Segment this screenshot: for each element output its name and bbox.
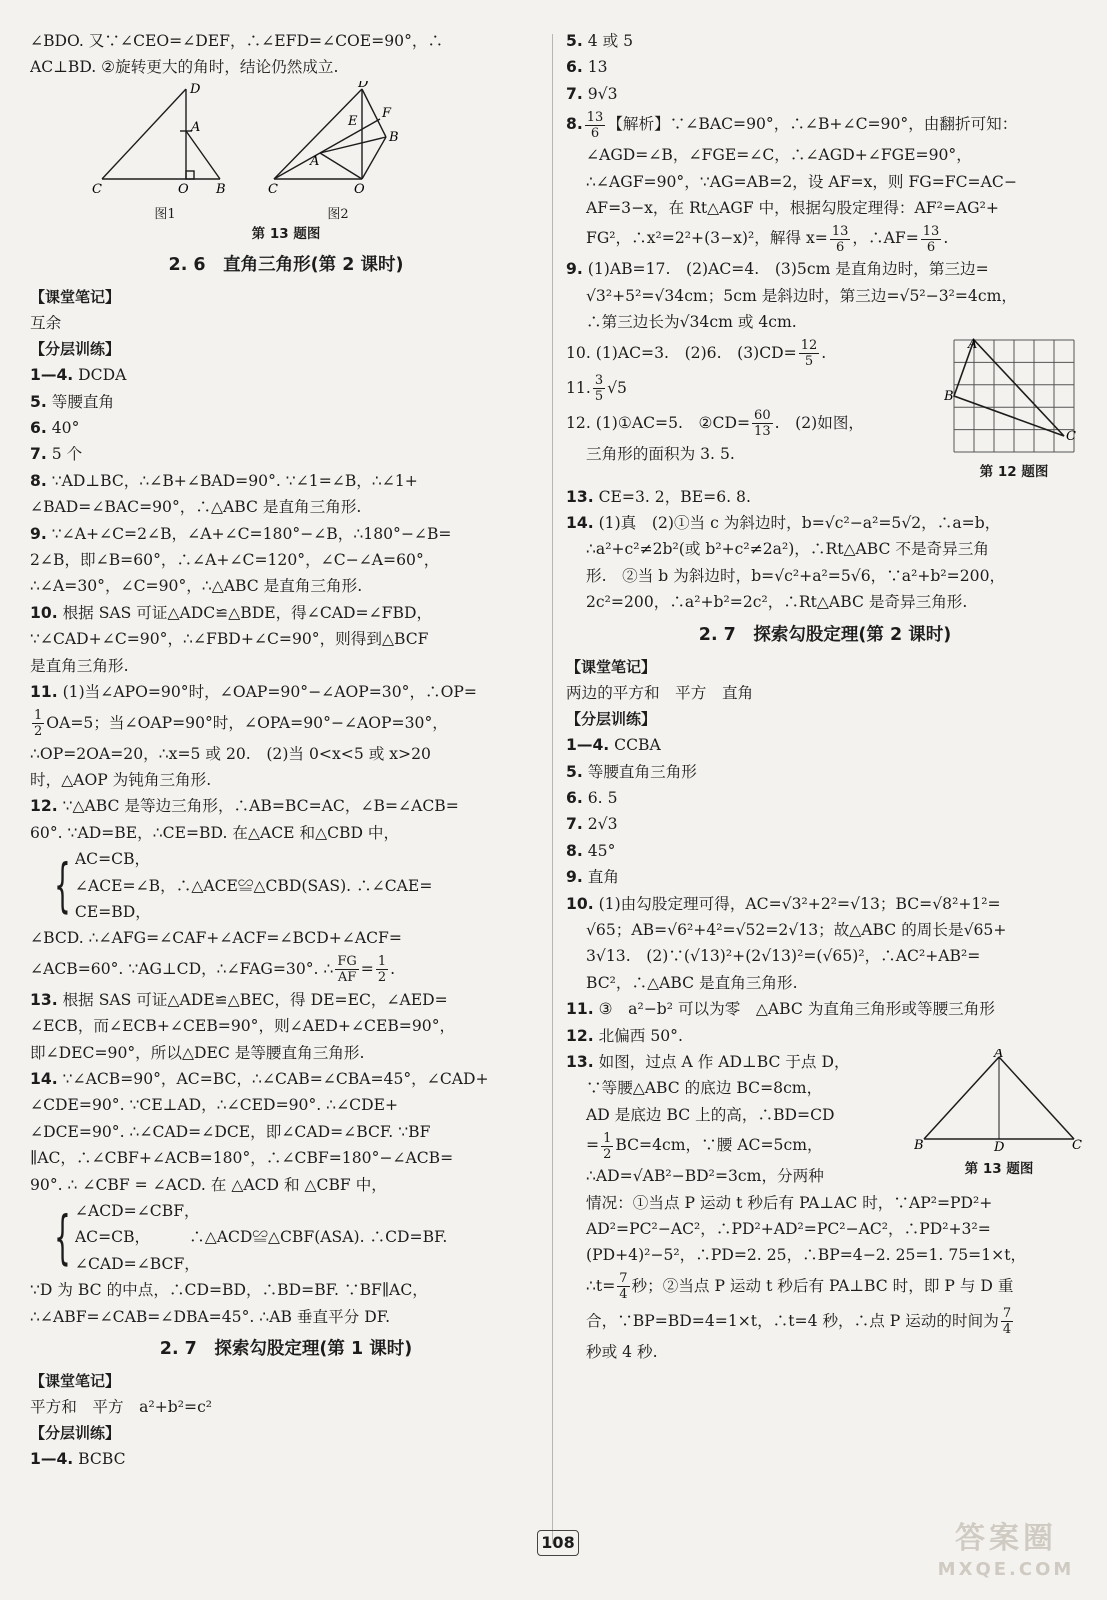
pt-label: C <box>268 181 278 197</box>
brace-symbol: { <box>54 851 71 920</box>
answer-line: ∴AD=√AB²−BD²=3cm，分两种 <box>586 1167 824 1186</box>
answer-line: √3²+5²=√34cm；5cm 是斜边时，第三边=√5²−3²=4cm， <box>586 286 1017 305</box>
figure-caption: 第 13 题图 <box>251 225 321 242</box>
system-row: CE=BD， <box>74 902 151 921</box>
note-text: 两边的平方和 平方 直角 <box>566 683 754 702</box>
pt-label: A <box>994 1048 1004 1061</box>
answer-line: 情况：①当点 P 运动 t 秒后有 PA⊥AC 时，∵AP²=PD²+ <box>586 1193 993 1212</box>
answer-line: (PD+4)²−5²，∴PD=2. 25，∴BP=4−2. 25=1. 75=1×t， <box>586 1246 1027 1265</box>
answer-line: ∠AGD=∠B，∠FGE=∠C，∴∠AGD+∠FGE=90°， <box>586 146 972 165</box>
section-title: 2. 7 探索勾股定理(第 1 课时) <box>159 1339 413 1360</box>
answer-line: 8. ∵AD⊥BC，∴∠B+∠BAD=90°. ∵∠1=∠B，∴∠1+ <box>30 471 418 490</box>
answer-line: 60°. ∵AD=BE，∴CE=BD. 在△ACE 和△CBD 中， <box>30 823 400 842</box>
answer-line: 1—4. BCBC <box>30 1450 126 1469</box>
answer-line: 2c²=200，∴a²+b²=2c²，∴Rt△ABC 是奇异三角形. <box>586 593 968 612</box>
answer-line: $\frac{1}{2}$ OA=5；当∠OAP=90°时，∠OPA=90°−∠AOP=30°， <box>34 708 448 739</box>
triangle-diagram <box>914 1049 1084 1153</box>
train-tag: 【分层训练】 <box>30 1424 121 1443</box>
answer-line: 13. 如图，过点 A 作 AD⊥BC 于点 D， <box>566 1052 850 1071</box>
fraction: $\frac{12}{5}$ <box>800 338 818 370</box>
system-row: AC=CB， ∴△ACD≌△CBF(ASA). ∴CD=BF. <box>74 1228 448 1247</box>
pt-label: D <box>190 81 201 97</box>
q10-12-block <box>566 336 1084 484</box>
figure-1 <box>90 81 240 222</box>
figure-2-label: 图2 <box>327 206 349 222</box>
pt-label: E <box>348 113 358 129</box>
pt-label: D <box>358 80 369 91</box>
answer-line: 9. ∵∠A+∠C=2∠B，∠A+∠C=180°−∠B，∴180°−∠B= <box>30 524 452 543</box>
answer-line: 三角形的面积为 3. 5. <box>586 444 735 463</box>
answer-line: √65；AB=√6²+4²=√52=2√13；故△ABC 的周长是√65+ <box>586 920 1007 939</box>
answer-line: 14. ∵∠ACB=90°，AC=BC，∴∠CAB=∠CBA=45°，∠CAD+ <box>30 1069 489 1088</box>
answer-line: AD 是底边 BC 上的高，∴BD=CD <box>586 1105 835 1124</box>
pt-label: A <box>191 119 201 135</box>
equation-system <box>30 846 542 925</box>
answer-line: ∴a²+c²≠2b²(或 b²+c²≠2a²)，∴Rt△ABC 不是奇异三角 <box>586 540 989 559</box>
pt-label: B <box>914 1137 924 1153</box>
answer-line: ∠DCE=90°. ∴∠CAD=∠DCE，即∠CAD=∠BCF. ∵BF <box>30 1122 431 1141</box>
answer-line: ∵等腰△ABC 的底边 BC=8cm， <box>586 1079 823 1098</box>
fraction: $\frac{60}{13}$ <box>754 408 771 440</box>
answer-line: ∴第三边长为√34cm 或 4cm. <box>586 313 797 332</box>
answer-line: ∥AC，∴∠CBF+∠ACB=180°，∴∠CBF=180°−∠ACB= <box>30 1149 454 1168</box>
answer-line: 13. CE=3. 2，BE=6. 8. <box>566 487 751 506</box>
fraction: $\frac{3}{5}$ <box>594 373 604 405</box>
fraction: $\frac{13}{6}$ <box>831 223 849 255</box>
right-column <box>566 28 1084 1365</box>
answer-line: 90°. ∴ ∠CBF = ∠ACD. 在 △ACD 和 △CBF 中， <box>30 1175 387 1194</box>
answer-line: AF=3−x，在 Rt△AGF 中，根据勾股定理得：AF²=AG²+ <box>586 199 999 218</box>
watermark-logo <box>926 1520 1086 1588</box>
note-text: 互余 <box>30 313 62 332</box>
answer-line: 7. 9√3 <box>566 84 618 103</box>
answer-line: ∵D 为 BC 的中点，∴CD=BD，∴BD=BF. ∵BF∥AC， <box>30 1281 428 1300</box>
answer-line: ∴∠ABF=∠CAB=∠DBA=45°. ∴AB 垂直平分 DF. <box>30 1307 391 1326</box>
answer-line: 是直角三角形. <box>30 656 129 675</box>
figure-2-diagram <box>268 81 408 199</box>
answer-line: ∠CDE=90°. ∵CE⊥AD，∴∠CED=90°. ∴∠CDE+ <box>30 1096 399 1115</box>
answer-line: ∠BAD=∠BAC=90°，∴△ABC 是直角三角形. <box>30 498 362 517</box>
answer-line: 5. 等腰直角三角形 <box>566 762 697 781</box>
answer-line: 3√13. (2)∵(√13)²+(2√13)²=(√65)²，∴AC²+AB²= <box>586 947 981 966</box>
q13-block <box>566 1049 1084 1190</box>
fraction: $\frac{1}{2}$ <box>34 708 43 739</box>
fraction: $\frac{13}{6}$ <box>922 223 940 255</box>
brace-symbol: { <box>54 1203 71 1271</box>
column-divider <box>552 34 553 1544</box>
answer-line: 9. 直角 <box>566 868 619 887</box>
answer-line: 11. $\frac{3}{5}$ √5 <box>566 373 627 405</box>
fraction: $\frac{1}{2}$ <box>377 954 387 986</box>
system-row: ∠ACD=∠CBF， <box>74 1202 200 1220</box>
answer-line: 6. 40° <box>30 419 80 438</box>
fraction: $\frac{FG}{AF}$ <box>337 954 357 986</box>
answer-line: 形. ②当 b 为斜边时，b=√c²+a²=5√6，∵a²+b²=200， <box>586 566 1006 585</box>
answer-line: 11. (1)当∠APO=90°时，∠OAP=90°−∠AOP=30°，∴OP= <box>30 683 477 702</box>
q13-text <box>566 1049 850 1190</box>
fraction: $\frac{7}{4}$ <box>1002 1306 1012 1338</box>
note-tag: 【课堂笔记】 <box>30 1372 121 1391</box>
note-tag: 【课堂笔记】 <box>566 657 657 676</box>
answer-line: 11. ③ a²−b² 可以为零 △ABC 为直角三角形或等腰三角形 <box>566 1000 995 1019</box>
figure-caption: 第 12 题图 <box>979 463 1049 480</box>
grid-diagram <box>944 336 1084 456</box>
answer-line: 7. 2√3 <box>566 815 618 834</box>
section-title: 2. 6 直角三角形(第 2 课时) <box>168 254 404 275</box>
left-column <box>30 28 542 1473</box>
answer-line: ∴t= $\frac{7}{4}$ 秒；②当点 P 运动 t 秒后有 PA⊥BC 时，即 P 与 D 重 <box>586 1271 1014 1303</box>
answer-line: 5. 等腰直角 <box>30 392 115 411</box>
pt-label: B <box>944 388 954 404</box>
train-tag: 【分层训练】 <box>30 340 121 359</box>
q10-12-text <box>566 336 864 484</box>
answer-line: AD²=PC²−AC²，∴PD²+AD²=PC²−AC²，∴PD²+3²= <box>586 1220 991 1238</box>
answer-line: 13. 根据 SAS 可证△ADE≌△BEC，得 DE=EC，∠AED= <box>30 990 448 1009</box>
system-row: ∠CAD=∠BCF， <box>74 1254 200 1273</box>
equation-system <box>30 1198 542 1277</box>
answer-line: ∴∠AGF=90°，∵AG=AB=2，设 AF=x，则 FG=FC=AC− <box>586 172 1017 191</box>
answer-line: 12. (1)①AC=5. ②CD= $\frac{60}{13}$ . (2)如图， <box>566 408 865 440</box>
answer-line: 秒或 4 秒. <box>586 1342 658 1361</box>
section-title: 2. 7 探索勾股定理(第 2 课时) <box>698 624 952 645</box>
answer-line: ∠ACB=60°. ∵AG⊥CD，∴∠FAG=30°. ∴ $\frac{FG}{AF}$ = $\frac{1}{2}$ . <box>30 954 396 986</box>
pt-label: A <box>968 336 978 352</box>
answer-line: 12. 北偏西 50°. <box>566 1026 683 1045</box>
figure-1-diagram <box>90 81 240 199</box>
answer-line: 10. 根据 SAS 可证△ADC≌△BDE，得∠CAD=∠FBD， <box>30 603 433 622</box>
figure-caption: 第 13 题图 <box>964 1160 1034 1177</box>
answer-line: ∠BCD. ∴∠AFG=∠CAF+∠ACF=∠BCD+∠ACF= <box>30 929 402 948</box>
pt-label: C <box>1072 1137 1082 1153</box>
answer-line: 12. ∵△ABC 是等边三角形，∴AB=BC=AC，∠B=∠ACB= <box>30 797 459 816</box>
note-text: 平方和 平方 a²+b²=c² <box>30 1398 213 1417</box>
answer-line: 时，△AOP 为钝角三角形. <box>30 770 212 789</box>
pt-label: O <box>178 181 189 197</box>
pt-label: C <box>1066 428 1076 444</box>
grid-figure <box>944 336 1084 484</box>
answer-line: 6. 6. 5 <box>566 788 618 807</box>
intro-line: ∠BDO. 又∵∠CEO=∠DEF，∴∠EFD=∠COE=90°，∴ <box>30 32 444 50</box>
figure-13-row <box>30 81 542 222</box>
pt-label: A <box>310 153 320 169</box>
answer-line: 即∠DEC=90°，所以△DEC 是等腰直角三角形. <box>30 1043 365 1062</box>
watermark-text: 答案圈 <box>955 1521 1057 1556</box>
note-tag: 【课堂笔记】 <box>30 287 121 306</box>
pt-label: O <box>354 181 365 197</box>
answer-line: ∴OP=2OA=20，∴x=5 或 20. (2)当 0<x<5 或 x>20 <box>30 744 431 763</box>
answer-line: 10. (1)由勾股定理可得，AC=√3²+2²=√13；BC=√8²+1²= <box>566 894 1001 913</box>
page-number: 108 <box>537 1530 579 1556</box>
answer-line: ∵∠CAD+∠C=90°，∴∠FBD+∠C=90°，则得到△BCF <box>30 630 429 649</box>
answer-line: ∠ECB，而∠ECB+∠CEB=90°，则∠AED+∠CEB=90°， <box>30 1017 456 1036</box>
answer-line: FG²，∴x²=2²+(3−x)²，解得 x= $\frac{13}{6}$ ，∴AF= $\frac{13}{6}$ . <box>586 223 949 255</box>
watermark-url: MXQE.COM <box>937 1559 1075 1580</box>
answer-line: 1—4. DCDA <box>30 366 127 385</box>
answer-line: 8. 45° <box>566 841 616 860</box>
pt-label: C <box>92 181 102 197</box>
answer-line: 10. (1)AC=3. (2)6. (3)CD= $\frac{12}{5}$ . <box>566 338 827 370</box>
triangle-figure <box>914 1049 1084 1190</box>
answer-line: 2∠B，即∠B=60°，∴∠A+∠C=120°，∠C−∠A=60°， <box>30 551 440 570</box>
answer-line: 1—4. CCBA <box>566 736 661 755</box>
answer-line: 14. (1)真 (2)①当 c 为斜边时，b=√c²−a²=5√2，∴a=b， <box>566 514 1001 533</box>
answer-line: BC²，∴△ABC 是直角三角形. <box>586 973 798 992</box>
figure-1-label: 图1 <box>154 206 176 222</box>
answer-line: 6. 13 <box>566 58 608 77</box>
pt-label: F <box>382 105 392 121</box>
answer-line: ∴∠A=30°，∠C=90°，∴△ABC 是直角三角形. <box>30 577 363 596</box>
pt-label: B <box>216 181 226 197</box>
system-row: ∠ACE=∠B，∴△ACE≌△CBD(SAS). ∴∠CAE= <box>74 876 433 895</box>
answer-line: 9. (1)AB=17. (2)AC=4. (3)5cm 是直角边时，第三边= <box>566 260 989 279</box>
pt-label: B <box>389 129 399 145</box>
answer-line: 7. 5 个 <box>30 445 83 464</box>
fraction: $\frac{13}{6}$ <box>586 109 604 141</box>
system-row: AC=CB， <box>74 850 151 869</box>
fraction: $\frac{1}{2}$ <box>603 1130 612 1162</box>
fraction: $\frac{7}{4}$ <box>619 1271 628 1303</box>
pt-label: D <box>994 1139 1005 1153</box>
intro-line: AC⊥BD. ②旋转更大的角时，结论仍然成立. <box>30 58 339 77</box>
answer-line: 5. 4 或 5 <box>566 32 634 50</box>
figure-2 <box>268 81 408 222</box>
answer-line: 合，∵BP=BD=4=1×t，∴t=4 秒，∴点 P 运动的时间为 $\frac{7}{4}$ <box>586 1306 1012 1338</box>
answer-line: 8. $\frac{13}{6}$ 【解析】∵∠BAC=90°，∴∠B+∠C=90°，由翻折可知： <box>566 109 1018 141</box>
answer-line: = $\frac{1}{2}$ BC=4cm，∵腰 AC=5cm， <box>586 1130 823 1162</box>
train-tag: 【分层训练】 <box>566 710 657 729</box>
